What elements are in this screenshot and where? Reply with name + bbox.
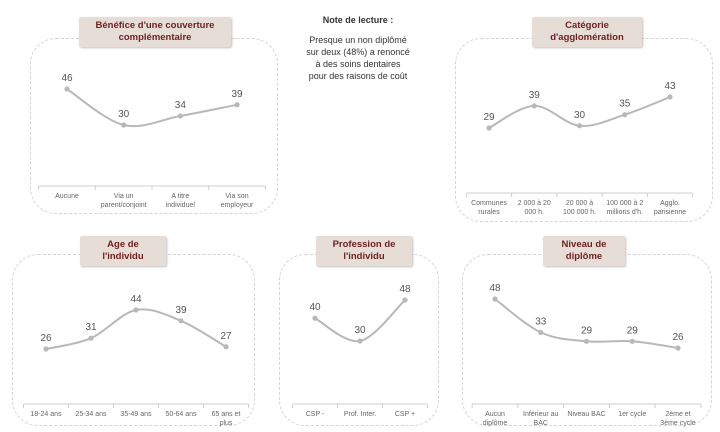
category-label-agglomeration: 2 000 à 20 000 h. xyxy=(517,200,551,216)
data-label-agglomeration: 39 xyxy=(528,89,540,101)
data-point-diplome xyxy=(630,339,635,344)
data-label-couverture: 46 xyxy=(61,73,73,84)
data-label-couverture: 34 xyxy=(174,100,186,111)
data-label-diplome: 48 xyxy=(489,283,501,294)
category-label-agglomeration: Agglo. parisienne xyxy=(653,200,687,216)
data-label-diplome: 29 xyxy=(626,325,638,337)
data-label-agglomeration: 30 xyxy=(573,109,586,121)
category-label-agglomeration: 20 000 à 100 000 h. xyxy=(562,200,597,216)
chart-title-couverture: Bénéfice d'une couverture complémentaire xyxy=(79,17,231,47)
data-point-agglomeration xyxy=(486,125,491,130)
data-point-age xyxy=(133,307,138,312)
data-label-agglomeration: 35 xyxy=(619,98,631,110)
data-point-age xyxy=(178,318,183,323)
category-label-diplome: Niveau BAC xyxy=(567,411,606,418)
data-point-profession xyxy=(312,316,317,321)
data-label-age: 31 xyxy=(85,322,97,334)
data-label-age: 27 xyxy=(220,330,232,342)
data-point-agglomeration xyxy=(667,94,672,99)
category-label-age: 65 ans et plus xyxy=(211,411,241,427)
data-point-couverture xyxy=(234,102,239,107)
data-point-diplome xyxy=(492,296,497,301)
chart-title-profession: Profession de l'individu xyxy=(316,236,412,266)
data-point-agglomeration xyxy=(622,112,627,117)
data-label-profession: 30 xyxy=(354,325,366,336)
category-label-couverture: Via son employeur xyxy=(220,193,254,209)
chart-title-diplome: Niveau de diplôme xyxy=(543,236,625,266)
data-point-diplome xyxy=(675,345,680,350)
data-point-profession xyxy=(402,297,407,302)
category-label-couverture: Aucune xyxy=(55,193,79,200)
data-label-diplome: 33 xyxy=(535,316,547,328)
category-label-diplome: 2ème et 3ème cycle xyxy=(660,411,696,427)
category-label-profession: CSP + xyxy=(394,411,416,418)
data-point-profession xyxy=(357,338,362,343)
category-label-profession: CSP - xyxy=(305,411,325,418)
data-label-age: 44 xyxy=(130,294,142,305)
reading-note-body: Presque un non diplômé sur deux (48%) a renoncé à des soins dentaires pour des raisons de coût xyxy=(306,35,410,81)
data-point-age xyxy=(43,346,48,351)
category-label-profession: Prof. Inter. xyxy=(343,411,377,418)
category-label-couverture: Via un parent/conjoint xyxy=(100,193,147,209)
category-label-age: 25-34 ans xyxy=(75,411,107,418)
series-line-couverture xyxy=(67,89,237,126)
data-label-age: 39 xyxy=(175,304,187,316)
data-point-age xyxy=(88,336,93,341)
data-label-couverture: 30 xyxy=(118,109,130,120)
category-label-diplome: Aucun diplôme xyxy=(482,411,508,427)
data-point-agglomeration xyxy=(532,103,537,108)
series-line-age xyxy=(46,309,226,349)
category-label-diplome: 1er cycle xyxy=(618,411,647,418)
category-label-diplome: Inférieur au BAC xyxy=(523,411,559,427)
data-point-couverture xyxy=(64,86,69,91)
category-label-age: 18-24 ans xyxy=(30,411,62,418)
data-point-couverture xyxy=(121,122,126,127)
chart-title-age: Age de l'individu xyxy=(80,236,166,266)
data-point-diplome xyxy=(584,339,589,344)
data-point-diplome xyxy=(538,330,543,335)
data-label-diplome: 26 xyxy=(672,332,684,343)
data-point-age xyxy=(223,344,228,349)
data-label-agglomeration: 29 xyxy=(483,112,495,123)
category-label-age: 50-64 ans xyxy=(165,411,197,418)
category-label-age: 35-49 ans xyxy=(120,411,152,418)
chart-title-agglomeration: Catégorie d'agglomération xyxy=(532,17,642,47)
data-label-couverture: 39 xyxy=(231,88,243,100)
category-label-couverture: A titre individuel xyxy=(165,193,195,209)
data-label-profession: 40 xyxy=(309,302,321,314)
category-label-agglomeration: 100 000 à 2 millions d'h. xyxy=(606,200,644,216)
data-point-couverture xyxy=(178,113,183,118)
data-label-profession: 48 xyxy=(399,284,411,295)
category-label-agglomeration: Communes rurales xyxy=(471,200,507,216)
data-point-agglomeration xyxy=(577,123,582,128)
reading-note-title: Note de lecture : xyxy=(322,15,394,25)
data-label-diplome: 29 xyxy=(580,325,593,337)
data-label-age: 26 xyxy=(40,333,52,344)
data-label-agglomeration: 43 xyxy=(664,81,676,92)
